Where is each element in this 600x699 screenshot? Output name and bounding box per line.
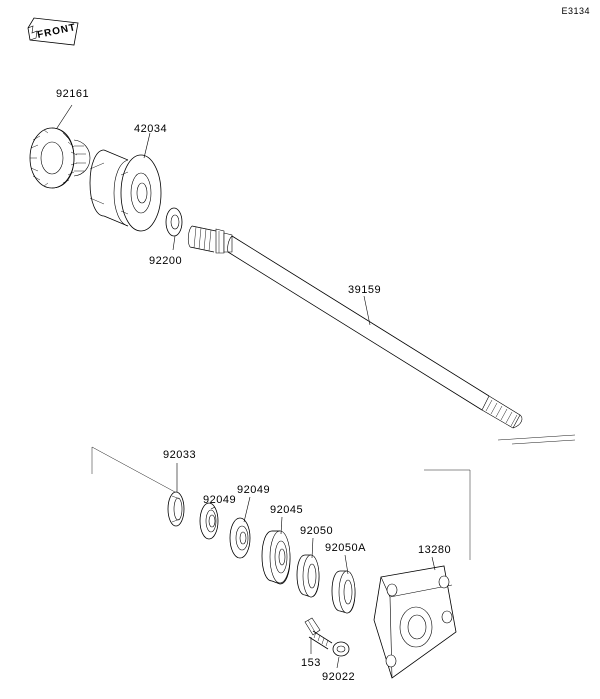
part-92045-bearing bbox=[262, 531, 290, 584]
part-label-92200: 92200 bbox=[149, 255, 183, 267]
part-92200-washer bbox=[166, 208, 182, 236]
part-92033-circlip bbox=[168, 492, 184, 526]
part-label-42034: 42034 bbox=[134, 123, 168, 135]
part-153-bolt bbox=[305, 618, 332, 649]
part-92049-seal-1 bbox=[200, 503, 218, 539]
part-92050A-seal bbox=[332, 571, 355, 613]
front-badge-label: FRONT bbox=[36, 22, 78, 41]
part-label-13280: 13280 bbox=[418, 544, 452, 556]
part-42034-coupling bbox=[90, 150, 161, 231]
diagram-code: E3134 bbox=[561, 6, 590, 16]
part-label-92033: 92033 bbox=[163, 449, 197, 461]
part-label-39159: 39159 bbox=[348, 284, 382, 296]
part-label-92050: 92050 bbox=[300, 525, 334, 537]
part-label-92045: 92045 bbox=[270, 504, 304, 516]
part-39159-drive-shaft bbox=[188, 226, 575, 444]
part-13280-holder bbox=[374, 566, 456, 678]
part-92161-damper bbox=[30, 128, 90, 188]
part-92050-seal bbox=[297, 555, 319, 597]
part-label-92049-2: 92049 bbox=[237, 484, 271, 496]
part-label-92049-1: 92049 bbox=[203, 494, 237, 506]
part-92022-washer bbox=[333, 642, 349, 656]
part-label-92161: 92161 bbox=[56, 88, 90, 100]
part-label-92022: 92022 bbox=[322, 671, 356, 683]
part-label-92050A: 92050A bbox=[325, 542, 366, 554]
part-label-153: 153 bbox=[301, 657, 321, 669]
part-92049-seal-2 bbox=[230, 518, 250, 558]
leader-lines bbox=[57, 105, 435, 668]
